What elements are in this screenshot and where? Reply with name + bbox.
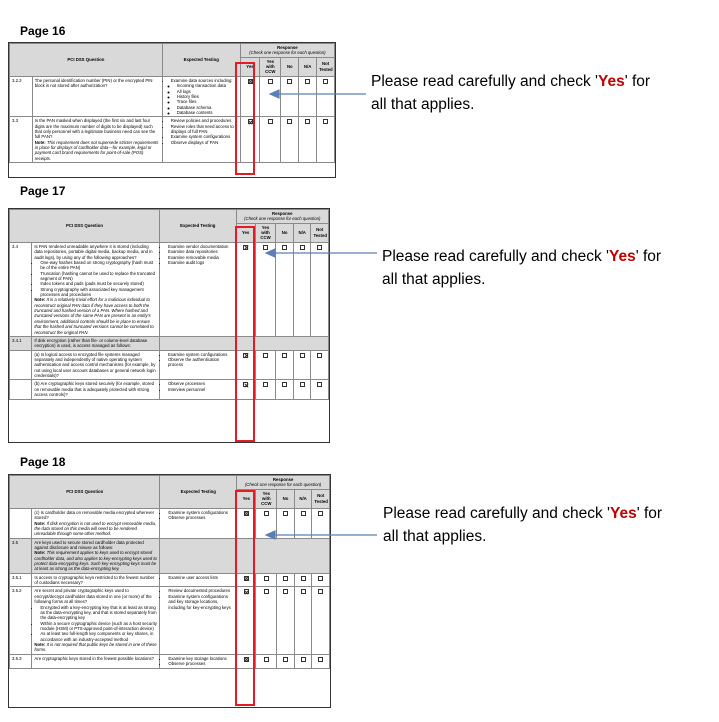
list-item: • Encrypted with a key-encrypting key that is at least as strong as the data-encrypting key, and that is stored separately from the data-encrypting key [40, 605, 157, 621]
testing-subitem: ◦ All logs [177, 89, 238, 94]
page-label-18: Page 18 [20, 455, 66, 469]
question-text: Is access to cryptographic keys restricted to the fewest number of custodians necessary? [34, 574, 155, 586]
testing-subitem: ◦ History files [177, 94, 238, 99]
list-item: • As at least two full-length key components or key shares, in accordance with an industry-accepted method [40, 631, 157, 642]
testing-item: • Examine system configurations [168, 510, 234, 515]
testing-item: • Examine data repositories [168, 249, 234, 254]
question-text: (a) Is logical access to encrypted file systems managed separately and independently of native operating system authentication and access control mechanisms (for example, by not using local user account databases or general network login credentials)? [34, 351, 156, 379]
testing-item: • Examine removable media [168, 255, 234, 260]
header-response: Response (Check one response for each question) [236, 210, 328, 224]
testing-item: • Examine system configurations [168, 352, 234, 357]
question-text: Are cryptographic keys stored in the fewest possible locations? [34, 655, 155, 661]
requirement-number: 3.2.3 [10, 76, 33, 117]
question-text: Is the PAN masked when displayed (the first six and last four digits are the maximum number of digits to be displayed) such that only personnel with a legitimate business need can see the full PAN? [34, 118, 156, 140]
instruction-note-16: Please read carefully and check 'Yes' for all that applies. [371, 73, 651, 113]
question-text: Are secret and private cryptographic keys used to encrypt/decrypt cardholder data stored in one (or more) of the following forms at all times? [34, 588, 152, 605]
header-testing: Expected Testing [159, 210, 236, 243]
header-na: N/A [299, 57, 317, 76]
header-yes: Yes [240, 57, 260, 76]
testing-item: • Observe processes [168, 515, 234, 520]
header-no: No [277, 489, 295, 508]
header-no: No [281, 57, 299, 76]
requirement-number: 3.5.2 [10, 587, 32, 654]
header-ccw: Yes with CCW [260, 57, 281, 76]
header-not-tested: Not Tested [311, 223, 329, 242]
page-label-17: Page 17 [20, 184, 66, 198]
question-text: (c) Is cardholder data on removable media encrypted wherever stored? [34, 509, 155, 521]
header-question: PCI DSS Question [10, 210, 160, 243]
question-text: If disk encryption (rather than file- or column-level database encryption) is used, is access managed as follows: [34, 337, 148, 349]
note-text: Note: This requirement applies to keys used to encrypt stored cardholder data, and also applies to key-encrypting keys used to protect data-encrypting keys. Such key-encrypting keys must be at least as strong as the data-encrypting key. [34, 550, 157, 572]
note-text: Note: If disk encryption is not used to encrypt removable media, the data stored on this media will need to be rendered unreadable through some other method. [34, 520, 157, 537]
header-na: N/A [294, 489, 312, 508]
testing-item: • Review policies and procedures [171, 118, 238, 123]
testing-subitem: ◦ Trace files [177, 99, 238, 104]
list-item: • One-way hashes based on strong cryptography (hash must be of the entire PAN) [40, 260, 157, 271]
testing-item: • Examine vendor documentation [168, 244, 234, 249]
testing-item: • Interview personnel [168, 387, 234, 392]
header-response: Response (Check one response for each question) [240, 44, 334, 58]
list-item: • Index tokens and pads (pads must be securely stored) [40, 281, 157, 286]
testing-subitem: ◦ Database contents [177, 110, 238, 115]
header-not-tested: Not Tested [312, 489, 330, 508]
question-text: The personal identification number (PIN) or the encrypted PIN block is not stored after authorization? [34, 77, 153, 89]
requirement-number: 3.5.3 [10, 654, 32, 668]
testing-item: • Observe displays of PAN [171, 140, 238, 145]
header-no: No [276, 223, 294, 242]
testing-item: • Observe processes [168, 381, 234, 386]
header-na: N/A [293, 223, 311, 242]
testing-item: • Review roles that need access to displays of full PAN [171, 124, 238, 135]
list-item: • Truncation (hashing cannot be used to replace the truncated segment of PAN) [40, 271, 157, 282]
requirement-number: 3.4 [10, 242, 32, 336]
instruction-note-18: Please read carefully and check 'Yes' for all that applies. [383, 505, 663, 545]
requirement-number: 3.5.1 [10, 573, 32, 587]
testing-subitem: ◦ Incoming transaction data [177, 83, 238, 88]
requirement-number: 3.5 [10, 538, 32, 573]
header-yes: Yes [236, 223, 255, 242]
header-yes: Yes [237, 489, 256, 508]
header-testing: Expected Testing [162, 44, 240, 77]
testing-item: • Observe the authentication process [168, 357, 234, 368]
requirement-number: 3.3 [10, 117, 33, 163]
header-not-tested: Not Tested [317, 57, 335, 76]
testing-item: • Examine key storage locations [168, 656, 234, 661]
requirement-number: 3.4.1 [10, 336, 32, 350]
header-question: PCI DSS Question [10, 44, 163, 77]
header-testing: Expected Testing [160, 476, 237, 509]
question-text: Are keys used to secure stored cardholder data protected against disclosure and misuse as follows: [34, 539, 144, 550]
note-text: Note: It is not required that public keys be stored in one of these forms. [34, 642, 157, 653]
question-text: (b) Are cryptographic keys stored securely (for example, stored on removable media that is adequately protected with strong access controls)? [34, 381, 154, 398]
note-text: Note: This requirement does not supersede stricter requirements in place for displays of cardholder data—for example, legal or payment card brand requirements for point-of-sale (POS) receipts. [34, 139, 159, 161]
question-text: Is PAN rendered unreadable anywhere it is stored (including data repositories, portable digital media, backup media, and in audit logs), by using any of the following approaches? [34, 243, 153, 260]
instruction-note-17: Please read carefully and check 'Yes' for all that applies. [382, 248, 662, 288]
testing-item: • Examine system configurations and key storage locations, including for key-encrypting keys [168, 594, 234, 610]
list-item: • Within a secure cryptographic device (such as a host security module (HSM) or PTS-approved point-of-interaction device) [40, 621, 157, 632]
testing-item: • Observe processes [168, 661, 234, 666]
header-ccw: Yes with CCW [256, 489, 277, 508]
testing-item: • Examine system configurations [171, 134, 238, 139]
testing-item: • Examine data sources including: [171, 78, 238, 83]
page-label-16: Page 16 [20, 24, 66, 38]
testing-item: • Review documented procedures [168, 588, 234, 593]
header-response: Response (Check one response for each question) [237, 476, 330, 490]
header-ccw: Yes with CCW [255, 223, 276, 242]
testing-item: • Examine user access lists [168, 575, 234, 580]
testing-subitem: ◦ Database schema [177, 105, 238, 110]
header-question: PCI DSS Question [10, 476, 160, 509]
note-text: Note: It is a relatively trivial effort for a malicious individual to reconstruct original PAN data if they have access to both the truncated and hashed version of a PAN. Where hashed and truncated versions of the same PAN are present in an entity's environment, additional controls should be in place to ensure that the hashed and truncated versions cannot be correlated to reconstruct the original PAN. [34, 297, 154, 335]
testing-item: • Examine audit logs [168, 260, 234, 265]
list-item: • Strong cryptography with associated key management processes and procedures [40, 287, 157, 298]
